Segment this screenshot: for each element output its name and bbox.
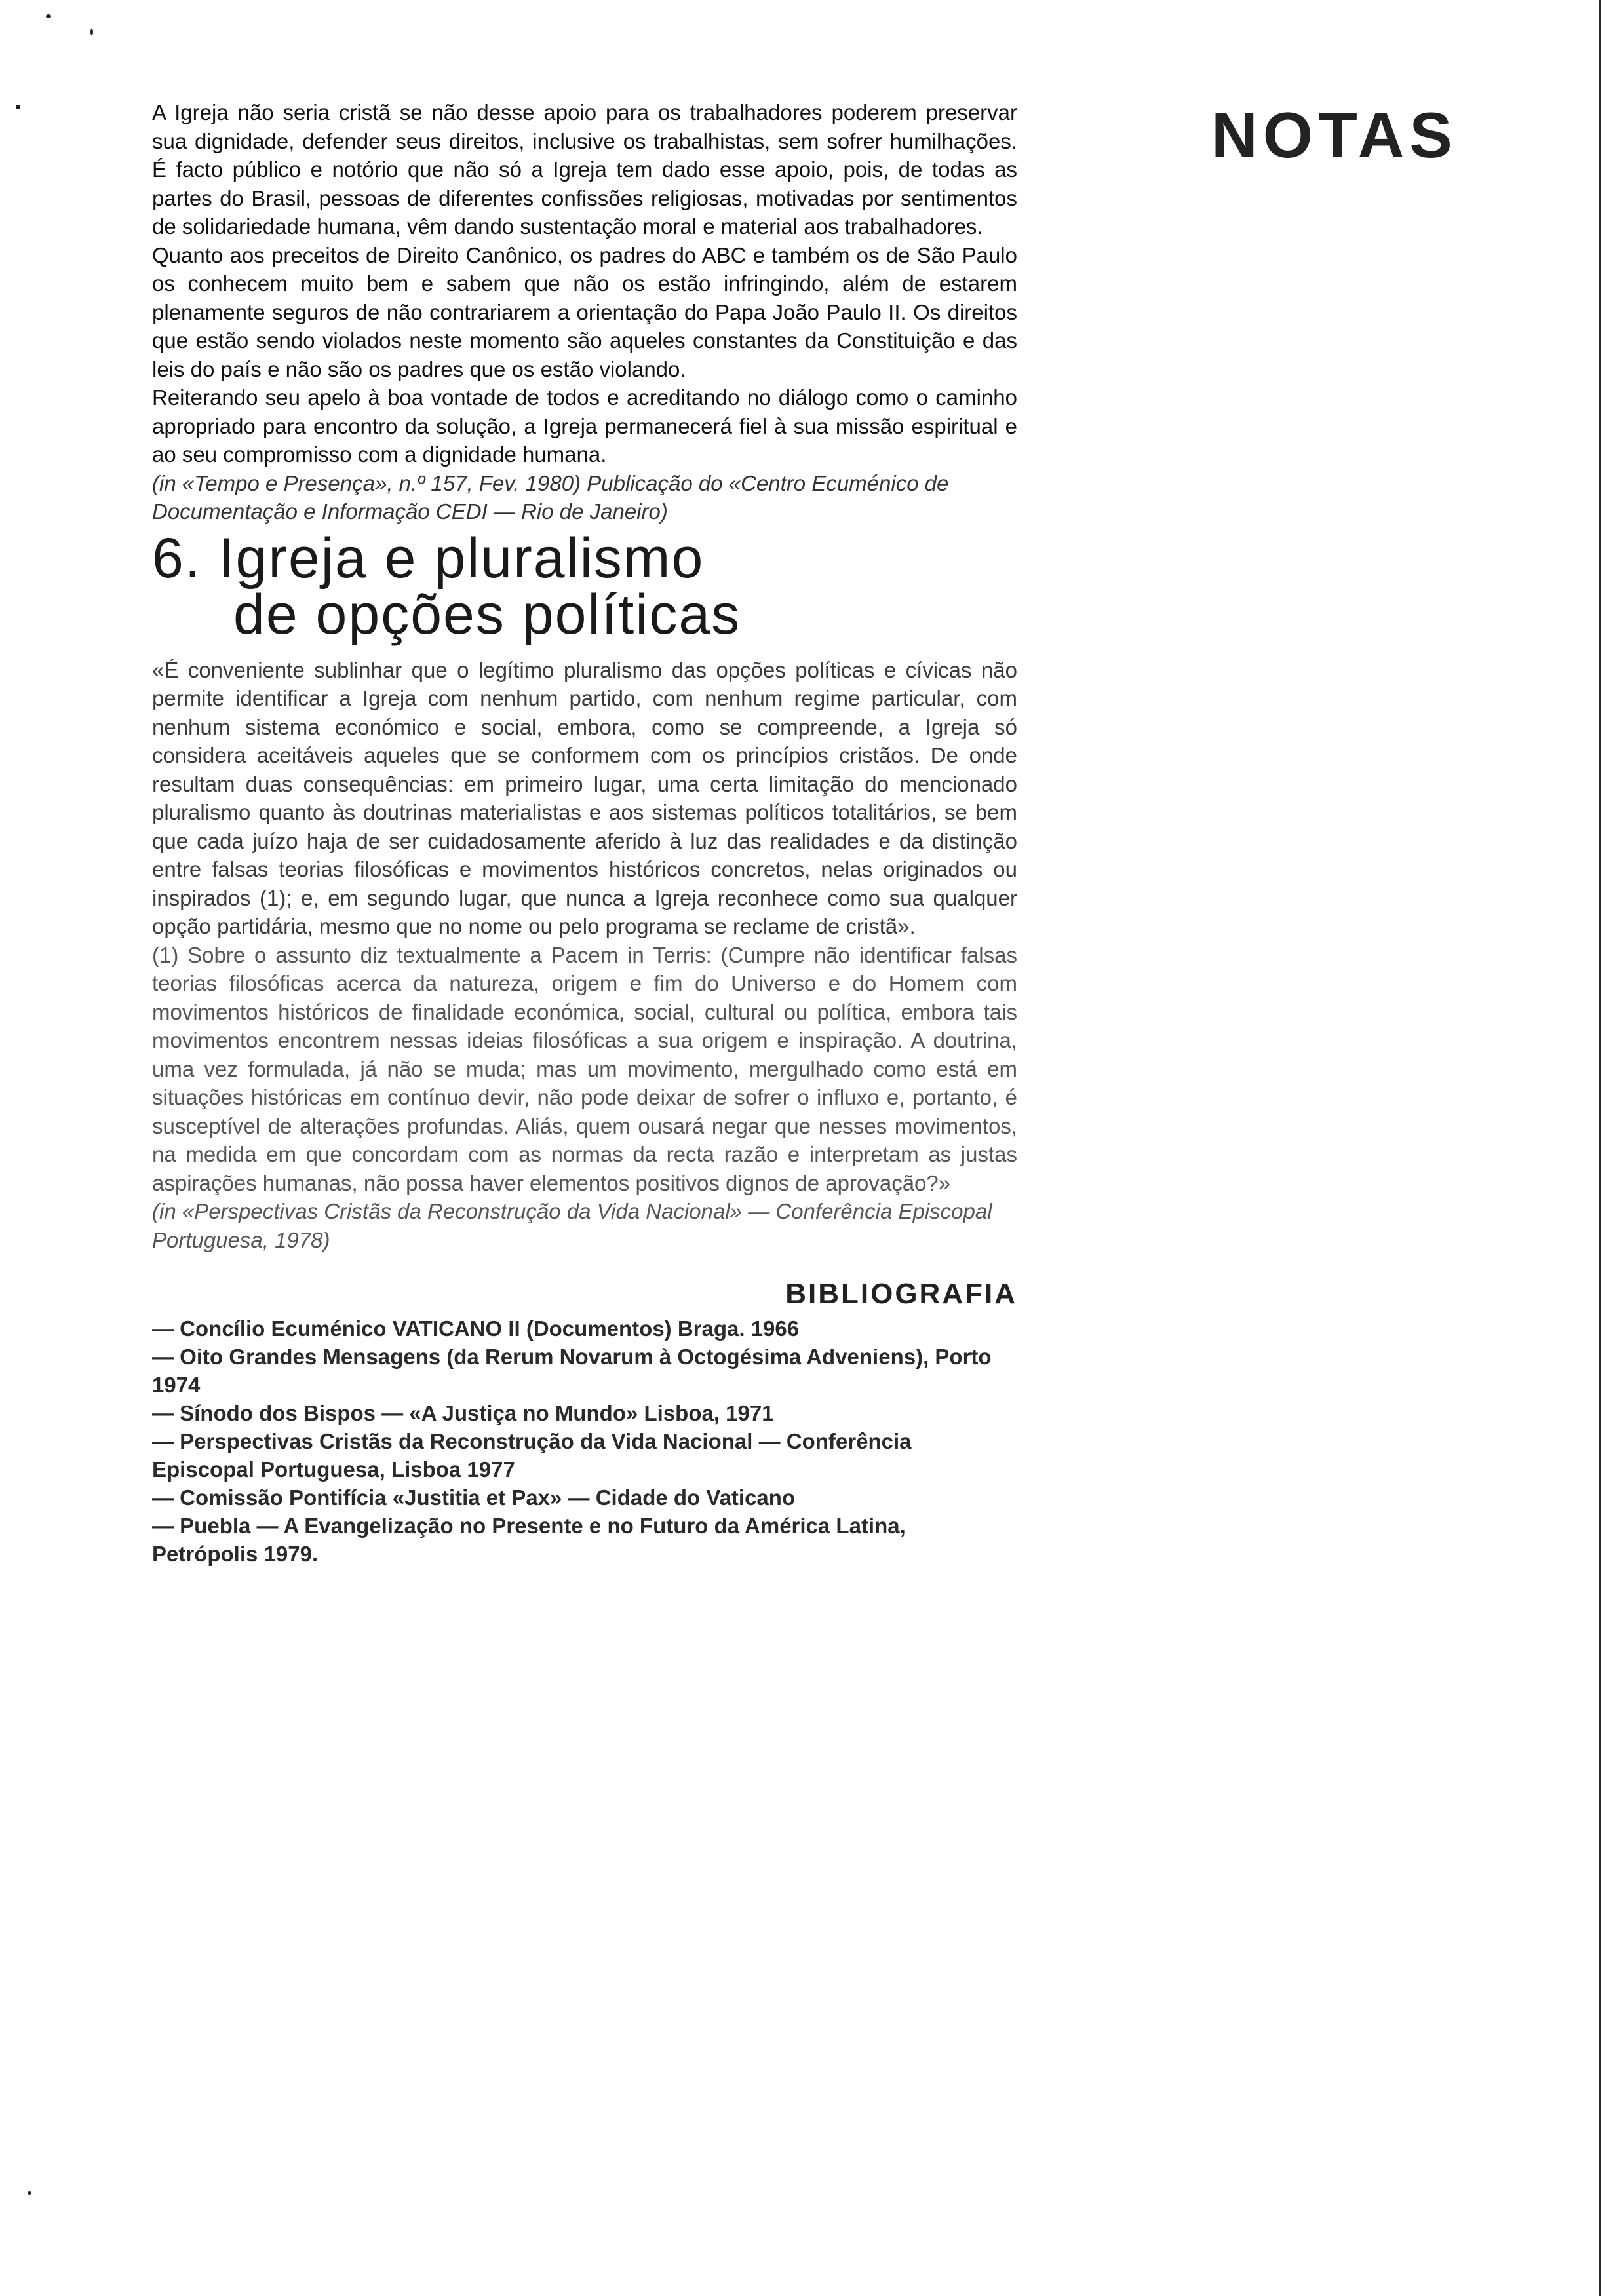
section-heading <box>152 526 1017 646</box>
page-title: NOTAS <box>1211 99 1458 171</box>
scan-speck <box>16 105 20 109</box>
footnote: (1) Sobre o assunto diz textualmente a Pacem in Terris: (Cumpre não identificar falsas teorias filosóficas acerca da natureza, origem e fim do Universo e do Homem com movimentos históricos de finalidade económica, social, cultural ou política, embora tais movimentos encontrem nessas ideias filosóficas a sua origem e inspiração. A doutrina, uma vez formulada, já não se muda; mas um movimento, mergulhado como está em situações históricas em contínuo devir, não pode deixar de sofrer o influxo e, portanto, é susceptível de alterações profundas. Aliás, quem ousará negar que nesses movimentos, na medida em que concordam com as normas da recta razão e interpretam as justas aspirações humanas, não possa haver elementos positivos dignos de aprovação?» <box>152 942 1017 1195</box>
article-column <box>152 98 1017 1568</box>
page-edge-rule <box>1599 0 1601 2296</box>
intro-paragraph: A Igreja não seria cristã se não desse apoio para os trabalhadores poderem preservar sua dignidade, defender seus direitos, inclusive os trabalhistas, sem sofrer humilhações. É facto público e notório que não só a Igreja tem dado esse apoio, pois, de todas as partes do Brasil, pessoas de diferentes confissões religiosas, motivadas por sentimentos de solidariedade humana, vêm dando sustentação moral e material aos trabalhadores. <box>152 100 1017 239</box>
scan-speck <box>28 2191 31 2195</box>
bibliography-item: — Perspectivas Cristãs da Reconstrução da Vida Nacional — Conferência Episcopal Portuguesa, Lisboa 1977 <box>152 1429 912 1482</box>
bibliography-list <box>152 1314 1017 1568</box>
section-heading-line2: de opções políticas <box>233 583 741 646</box>
scan-speck <box>46 14 51 18</box>
bibliography-item: — Concílio Ecuménico VATICANO II (Documentos) Braga. 1966 <box>152 1316 800 1341</box>
bibliography-item: — Puebla — A Evangelização no Presente e no Futuro da América Latina, Petrópolis 1979. <box>152 1514 906 1566</box>
intro-paragraph: Reiterando seu apelo à boa vontade de todos e acreditando no diálogo como o caminho apropriado para encontro da solução, a Igreja permanecerá fiel à sua missão espiritual e ao seu compromisso com a dignidade humana. <box>152 385 1017 467</box>
section-heading-line1: 6. Igreja e pluralismo <box>152 526 705 590</box>
bibliography-heading: BIBLIOGRAFIA <box>785 1278 1017 1310</box>
bibliography-item: — Oito Grandes Mensagens (da Rerum Novarum à Octogésima Adveniens), Porto 1974 <box>152 1345 992 1397</box>
intro-section <box>152 98 1017 526</box>
scan-speck <box>90 29 93 35</box>
intro-citation: (in «Tempo e Presença», n.º 157, Fev. 1980) Publicação do «Centro Ecuménico de Documentação e Informação CEDI — Rio de Janeiro) <box>152 470 949 524</box>
bibliography-item: — Sínodo dos Bispos — «A Justiça no Mundo» Lisboa, 1971 <box>152 1401 774 1425</box>
section-quote: «É conveniente sublinhar que o legítimo pluralismo das opções políticas e cívicas não permite identificar a Igreja com nenhum partido, com nenhum regime particular, com nenhum sistema económico e social, embora, como se compreende, a Igreja só considera aceitáveis aqueles que se conformem com os princípios cristãos. De onde resultam duas consequências: em primeiro lugar, uma certa limitação do mencionado pluralismo quanto às doutrinas materialistas e aos sistemas políticos totalitários, se bem que cada juízo haja de ser cuidadosamente aferido à luz das realidades e da distinção entre falsas teorias filosóficas e movimentos históricos concretos, nelas originados ou inspirados (1); e, em segundo lugar, que nunca a Igreja reconhece como sua qualquer opção partidária, mesmo que no nome ou pelo programa se reclame de cristã». <box>152 657 1017 938</box>
intro-paragraph: Quanto aos preceitos de Direito Canônico, os padres do ABC e também os de São Paulo os conhecem muito bem e sabem que não os estão infringindo, além de estarem plenamente seguros de não contrariarem a orientação do Papa João Paulo II. Os direitos que estão sendo violados neste momento são aqueles constantes da Constituição e das leis do país e não são os padres que os estão violando. <box>152 242 1017 381</box>
bibliography-item: — Comissão Pontifícia «Justitia et Pax» — Cidade do Vaticano <box>152 1485 796 1510</box>
section-citation: (in «Perspectivas Cristãs da Reconstrução da Vida Nacional» — Conferência Episcopal Portuguesa, 1978) <box>152 1199 992 1252</box>
